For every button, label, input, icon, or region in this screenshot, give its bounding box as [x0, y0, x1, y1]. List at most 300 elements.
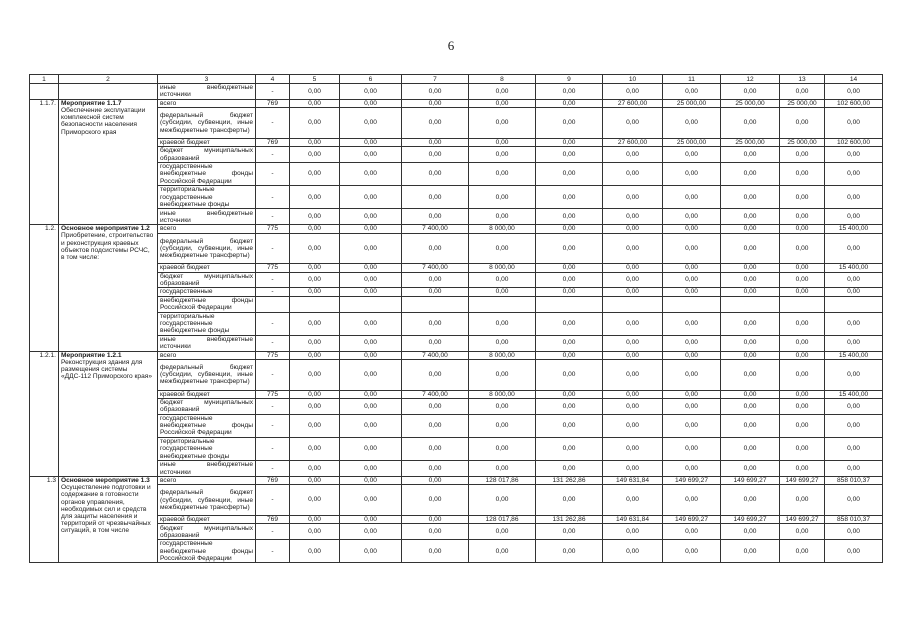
amount-cell: 0,00	[402, 186, 469, 209]
amount-cell: 0,00	[402, 147, 469, 163]
amount-cell: 0,00	[825, 272, 883, 288]
funding-source: иные внебюджетные источники	[158, 209, 256, 225]
amount-cell: 149 699,27	[780, 476, 825, 484]
table-row	[30, 233, 883, 264]
amount-cell	[780, 296, 825, 312]
amount-cell: 102 600,00	[825, 99, 883, 107]
amount-cell: 0,00	[402, 461, 469, 477]
amount-cell: 0,00	[469, 147, 536, 163]
amount-cell: 0,00	[536, 288, 603, 296]
amount-cell: 0,00	[780, 390, 825, 398]
amount-cell: 0,00	[603, 351, 663, 359]
amount-cell	[825, 296, 883, 312]
amount-cell: 0,00	[469, 84, 536, 100]
amount-cell: 0,00	[780, 272, 825, 288]
amount-cell: 0,00	[536, 398, 603, 414]
amount-cell: 0,00	[825, 335, 883, 351]
amount-cell: 0,00	[340, 540, 402, 563]
amount-cell	[721, 296, 780, 312]
amount-cell: 0,00	[780, 414, 825, 437]
amount-cell: 0,00	[721, 540, 780, 563]
budget-code-cell: 769	[256, 515, 290, 523]
funding-source: бюджет муниципальных образований	[158, 524, 256, 540]
amount-cell: 0,00	[469, 437, 536, 460]
amount-cell: 0,00	[603, 84, 663, 100]
amount-cell: 0,00	[340, 461, 402, 477]
funding-source: иные внебюджетные источники	[158, 335, 256, 351]
table-row	[30, 398, 883, 414]
amount-cell: 0,00	[340, 272, 402, 288]
amount-cell: 858 010,37	[825, 515, 883, 523]
item-subtitle: Осуществление подготовки и содержание в готовности органов управления, необходимых сил и средств для защиты населения и территорий от чрезвычайных ситуаций, в том числе	[61, 484, 151, 535]
amount-cell: 0,00	[780, 163, 825, 186]
amount-cell: 0,00	[825, 398, 883, 414]
funding-source: всего	[158, 476, 256, 484]
funding-source: бюджет муниципальных образований	[158, 272, 256, 288]
amount-cell: 0,00	[340, 108, 402, 139]
funding-source: краевой бюджет	[158, 390, 256, 398]
amount-cell: 0,00	[536, 335, 603, 351]
amount-cell: 0,00	[340, 335, 402, 351]
budget-code-cell: -	[256, 359, 290, 390]
amount-cell: 0,00	[780, 288, 825, 296]
amount-cell: 0,00	[340, 163, 402, 186]
amount-cell: 0,00	[603, 359, 663, 390]
amount-cell: 0,00	[469, 414, 536, 437]
amount-cell: 0,00	[825, 163, 883, 186]
amount-cell: 149 631,84	[603, 476, 663, 484]
amount-cell: 0,00	[402, 99, 469, 107]
table-row	[30, 99, 883, 107]
amount-cell: 0,00	[603, 390, 663, 398]
budget-code-cell: 775	[256, 390, 290, 398]
amount-cell: 0,00	[402, 359, 469, 390]
amount-cell: 0,00	[663, 461, 721, 477]
amount-cell: 0,00	[290, 461, 340, 477]
column-header: 10	[603, 75, 663, 84]
amount-cell: 8 000,00	[469, 351, 536, 359]
amount-cell: 0,00	[603, 485, 663, 516]
item-code: 1.2.1.	[30, 351, 59, 476]
item-subtitle: Приобретение, строительство и реконструкция краевых объектов подсистемы РСЧС, в том числе:	[61, 232, 154, 261]
amount-cell: 0,00	[469, 99, 536, 107]
table-row	[30, 476, 883, 484]
amount-cell: 0,00	[825, 233, 883, 264]
amount-cell: 0,00	[402, 233, 469, 264]
amount-cell: 0,00	[290, 209, 340, 225]
amount-cell: 0,00	[536, 225, 603, 233]
table-row	[30, 163, 883, 186]
amount-cell: 0,00	[340, 359, 402, 390]
amount-cell: 25 000,00	[780, 138, 825, 146]
amount-cell: 7 400,00	[402, 264, 469, 272]
amount-cell: 0,00	[721, 485, 780, 516]
funding-source: краевой бюджет	[158, 515, 256, 523]
amount-cell	[340, 296, 402, 312]
amount-cell: 25 000,00	[663, 138, 721, 146]
funding-source: государственные внебюджетные фонды Российской Федерации	[158, 414, 256, 437]
amount-cell: 0,00	[469, 138, 536, 146]
amount-cell: 0,00	[825, 437, 883, 460]
amount-cell: 0,00	[663, 485, 721, 516]
column-header: 2	[59, 75, 158, 84]
funding-source: иные внебюджетные источники	[158, 461, 256, 477]
amount-cell: 0,00	[721, 390, 780, 398]
budget-code-cell: -	[256, 288, 290, 296]
amount-cell: 0,00	[825, 209, 883, 225]
amount-cell: 0,00	[290, 264, 340, 272]
amount-cell: 0,00	[721, 335, 780, 351]
amount-cell: 0,00	[780, 186, 825, 209]
amount-cell	[402, 296, 469, 312]
amount-cell: 131 262,86	[536, 515, 603, 523]
amount-cell: 0,00	[290, 437, 340, 460]
amount-cell: 0,00	[340, 186, 402, 209]
amount-cell: 0,00	[603, 461, 663, 477]
funding-source: территориальные государственные внебюджетные фонды	[158, 437, 256, 460]
amount-cell: 0,00	[290, 233, 340, 264]
funding-source: внебюджетные фонды Российской Федерации	[158, 296, 256, 312]
table-row	[30, 209, 883, 225]
amount-cell: 0,00	[536, 359, 603, 390]
amount-cell: 15 400,00	[825, 225, 883, 233]
amount-cell: 0,00	[721, 84, 780, 100]
amount-cell: 8 000,00	[469, 390, 536, 398]
amount-cell: 0,00	[721, 272, 780, 288]
amount-cell: 0,00	[780, 461, 825, 477]
amount-cell: 0,00	[469, 233, 536, 264]
budget-code-cell: -	[256, 540, 290, 563]
amount-cell: 0,00	[536, 163, 603, 186]
budget-code-cell: 769	[256, 99, 290, 107]
amount-cell: 0,00	[721, 437, 780, 460]
amount-cell: 0,00	[536, 414, 603, 437]
table-row	[30, 288, 883, 296]
amount-cell: 0,00	[780, 524, 825, 540]
amount-cell: 0,00	[290, 476, 340, 484]
amount-cell: 0,00	[290, 163, 340, 186]
amount-cell: 0,00	[469, 485, 536, 516]
amount-cell: 0,00	[663, 108, 721, 139]
amount-cell: 0,00	[536, 264, 603, 272]
amount-cell: 0,00	[402, 414, 469, 437]
amount-cell: 0,00	[780, 84, 825, 100]
amount-cell: 0,00	[402, 84, 469, 100]
budget-code-cell: -	[256, 147, 290, 163]
amount-cell: 0,00	[663, 272, 721, 288]
item-name	[59, 225, 158, 351]
amount-cell: 0,00	[825, 461, 883, 477]
funding-source: бюджет муниципальных образований	[158, 398, 256, 414]
budget-code-cell: -	[256, 209, 290, 225]
amount-cell: 0,00	[721, 108, 780, 139]
column-header: 7	[402, 75, 469, 84]
budget-code-cell: 775	[256, 351, 290, 359]
amount-cell: 0,00	[469, 186, 536, 209]
amount-cell: 149 699,27	[780, 515, 825, 523]
amount-cell: 0,00	[340, 312, 402, 335]
amount-cell	[469, 296, 536, 312]
budget-code-cell: -	[256, 437, 290, 460]
amount-cell: 0,00	[340, 225, 402, 233]
amount-cell: 0,00	[402, 398, 469, 414]
amount-cell: 0,00	[603, 288, 663, 296]
page-number: 6	[447, 38, 455, 53]
funding-source: государственные	[158, 288, 256, 296]
amount-cell	[536, 296, 603, 312]
amount-cell: 7 400,00	[402, 351, 469, 359]
amount-cell: 0,00	[780, 359, 825, 390]
amount-cell: 0,00	[402, 288, 469, 296]
amount-cell: 0,00	[825, 147, 883, 163]
amount-cell: 0,00	[290, 359, 340, 390]
budget-code-cell: -	[256, 414, 290, 437]
budget-code-cell: 769	[256, 138, 290, 146]
amount-cell: 0,00	[469, 461, 536, 477]
amount-cell: 0,00	[825, 524, 883, 540]
amount-cell: 149 699,27	[663, 515, 721, 523]
amount-cell: 0,00	[536, 461, 603, 477]
table-row	[30, 272, 883, 288]
amount-cell: 0,00	[340, 99, 402, 107]
amount-cell: 0,00	[536, 437, 603, 460]
header-row	[30, 75, 883, 84]
amount-cell: 0,00	[603, 335, 663, 351]
amount-cell: 0,00	[721, 414, 780, 437]
budget-code-cell: -	[256, 163, 290, 186]
amount-cell: 0,00	[663, 398, 721, 414]
amount-cell: 0,00	[469, 398, 536, 414]
amount-cell: 0,00	[603, 108, 663, 139]
amount-cell: 0,00	[603, 264, 663, 272]
amount-cell: 0,00	[780, 485, 825, 516]
amount-cell: 0,00	[780, 398, 825, 414]
item-name	[59, 99, 158, 224]
amount-cell: 0,00	[340, 414, 402, 437]
budget-code-cell: -	[256, 461, 290, 477]
amount-cell: 0,00	[536, 312, 603, 335]
amount-cell: 149 699,27	[721, 476, 780, 484]
funding-source: краевой бюджет	[158, 138, 256, 146]
amount-cell: 0,00	[721, 147, 780, 163]
table-body	[30, 84, 883, 563]
amount-cell: 0,00	[469, 359, 536, 390]
funding-source: федеральный бюджет (субсидии, субвенции, иные межбюджетные трансферты)	[158, 108, 256, 139]
amount-cell: 0,00	[402, 335, 469, 351]
amount-cell: 0,00	[290, 515, 340, 523]
amount-cell: 0,00	[536, 99, 603, 107]
amount-cell: 0,00	[290, 485, 340, 516]
amount-cell: 25 000,00	[721, 99, 780, 107]
table-row	[30, 351, 883, 359]
amount-cell: 0,00	[340, 398, 402, 414]
table-row	[30, 138, 883, 146]
table-row	[30, 540, 883, 563]
table-row	[30, 186, 883, 209]
amount-cell: 0,00	[780, 540, 825, 563]
amount-cell: 0,00	[290, 312, 340, 335]
amount-cell: 0,00	[721, 163, 780, 186]
amount-cell: 0,00	[402, 524, 469, 540]
amount-cell: 0,00	[825, 485, 883, 516]
amount-cell: 0,00	[721, 351, 780, 359]
amount-cell: 0,00	[721, 225, 780, 233]
amount-cell: 0,00	[340, 264, 402, 272]
budget-code-cell: 775	[256, 264, 290, 272]
budget-code-cell: -	[256, 84, 290, 100]
amount-cell: 0,00	[603, 312, 663, 335]
amount-cell: 858 010,37	[825, 476, 883, 484]
amount-cell: 7 400,00	[402, 225, 469, 233]
amount-cell: 0,00	[721, 524, 780, 540]
column-header: 1	[30, 75, 59, 84]
amount-cell: 15 400,00	[825, 264, 883, 272]
amount-cell: 0,00	[290, 186, 340, 209]
amount-cell: 0,00	[536, 84, 603, 100]
item-code: 1.2.	[30, 225, 59, 351]
table-row	[30, 296, 883, 312]
amount-cell: 0,00	[721, 186, 780, 209]
amount-cell: 0,00	[290, 351, 340, 359]
amount-cell: 0,00	[603, 233, 663, 264]
amount-cell: 0,00	[536, 524, 603, 540]
amount-cell: 0,00	[780, 264, 825, 272]
amount-cell: 0,00	[340, 84, 402, 100]
amount-cell: 0,00	[469, 209, 536, 225]
amount-cell: 0,00	[825, 84, 883, 100]
budget-code-cell: 769	[256, 476, 290, 484]
amount-cell: 0,00	[663, 264, 721, 272]
column-header: 14	[825, 75, 883, 84]
amount-cell: 0,00	[290, 99, 340, 107]
table-row	[30, 437, 883, 460]
amount-cell: 0,00	[603, 414, 663, 437]
amount-cell: 0,00	[603, 209, 663, 225]
funding-source: территориальные государственные внебюджетные фонды	[158, 186, 256, 209]
amount-cell: 0,00	[290, 147, 340, 163]
amount-cell: 0,00	[536, 351, 603, 359]
amount-cell: 0,00	[469, 163, 536, 186]
amount-cell: 8 000,00	[469, 225, 536, 233]
amount-cell: 0,00	[721, 264, 780, 272]
amount-cell: 131 262,86	[536, 476, 603, 484]
amount-cell: 0,00	[536, 209, 603, 225]
amount-cell: 0,00	[290, 390, 340, 398]
amount-cell: 0,00	[721, 233, 780, 264]
amount-cell: 0,00	[721, 288, 780, 296]
amount-cell: 0,00	[340, 288, 402, 296]
column-header: 9	[536, 75, 603, 84]
amount-cell: 149 699,27	[721, 515, 780, 523]
amount-cell: 0,00	[780, 147, 825, 163]
amount-cell: 0,00	[721, 398, 780, 414]
amount-cell: 0,00	[663, 359, 721, 390]
budget-code-cell: -	[256, 335, 290, 351]
table-row	[30, 359, 883, 390]
amount-cell: 15 400,00	[825, 390, 883, 398]
item-title: Основное мероприятие 1.2	[61, 225, 150, 233]
budget-code-cell: -	[256, 312, 290, 335]
item-title: Мероприятие 1.2.1	[61, 351, 122, 359]
column-header: 8	[469, 75, 536, 84]
amount-cell: 0,00	[536, 390, 603, 398]
amount-cell: 0,00	[603, 437, 663, 460]
table-row	[30, 524, 883, 540]
funding-source: иные внебюджетные источники	[158, 84, 256, 100]
amount-cell: 0,00	[469, 288, 536, 296]
table-row	[30, 461, 883, 477]
amount-cell	[663, 296, 721, 312]
amount-cell: 0,00	[780, 209, 825, 225]
amount-cell: 0,00	[340, 138, 402, 146]
amount-cell: 0,00	[663, 233, 721, 264]
amount-cell: 0,00	[825, 414, 883, 437]
amount-cell: 0,00	[340, 351, 402, 359]
table-row	[30, 414, 883, 437]
amount-cell: 0,00	[663, 225, 721, 233]
amount-cell: 0,00	[780, 225, 825, 233]
item-name	[59, 351, 158, 476]
amount-cell: 0,00	[402, 485, 469, 516]
amount-cell: 0,00	[603, 163, 663, 186]
amount-cell: 0,00	[402, 312, 469, 335]
amount-cell: 0,00	[340, 524, 402, 540]
column-header: 11	[663, 75, 721, 84]
amount-cell: 25 000,00	[721, 138, 780, 146]
table-row	[30, 264, 883, 272]
item-code: 1.1.7.	[30, 99, 59, 224]
amount-cell	[290, 296, 340, 312]
amount-cell: 27 600,00	[603, 138, 663, 146]
amount-cell: 0,00	[290, 398, 340, 414]
amount-cell: 0,00	[536, 186, 603, 209]
funding-source: государственные внебюджетные фонды Российской Федерации	[158, 163, 256, 186]
amount-cell: 0,00	[825, 312, 883, 335]
amount-cell: 0,00	[290, 272, 340, 288]
funding-source: федеральный бюджет (субсидии, субвенции, иные межбюджетные трансферты)	[158, 359, 256, 390]
amount-cell: 128 017,86	[469, 515, 536, 523]
amount-cell: 0,00	[469, 335, 536, 351]
funding-source: всего	[158, 225, 256, 233]
amount-cell: 149 631,84	[603, 515, 663, 523]
amount-cell: 0,00	[469, 540, 536, 563]
budget-code-cell: -	[256, 108, 290, 139]
amount-cell: 15 400,00	[825, 351, 883, 359]
budget-code-cell: 775	[256, 225, 290, 233]
amount-cell	[603, 296, 663, 312]
amount-cell: 0,00	[469, 524, 536, 540]
amount-cell: 0,00	[603, 272, 663, 288]
amount-cell: 0,00	[469, 312, 536, 335]
table-row	[30, 485, 883, 516]
column-header: 12	[721, 75, 780, 84]
budget-code-cell: -	[256, 398, 290, 414]
amount-cell: 0,00	[825, 108, 883, 139]
item-subtitle: Обеспечение эксплуатации комплексной систем безопасности населения Приморского края	[61, 107, 146, 136]
budget-code-cell	[256, 296, 290, 312]
amount-cell: 0,00	[290, 108, 340, 139]
amount-cell: 0,00	[402, 209, 469, 225]
amount-cell: 149 699,27	[663, 476, 721, 484]
column-header: 3	[158, 75, 256, 84]
table-row	[30, 515, 883, 523]
amount-cell: 0,00	[663, 390, 721, 398]
amount-cell: 0,00	[340, 147, 402, 163]
amount-cell: 0,00	[402, 540, 469, 563]
amount-cell: 0,00	[536, 540, 603, 563]
item-name	[59, 84, 158, 100]
amount-cell: 0,00	[290, 335, 340, 351]
